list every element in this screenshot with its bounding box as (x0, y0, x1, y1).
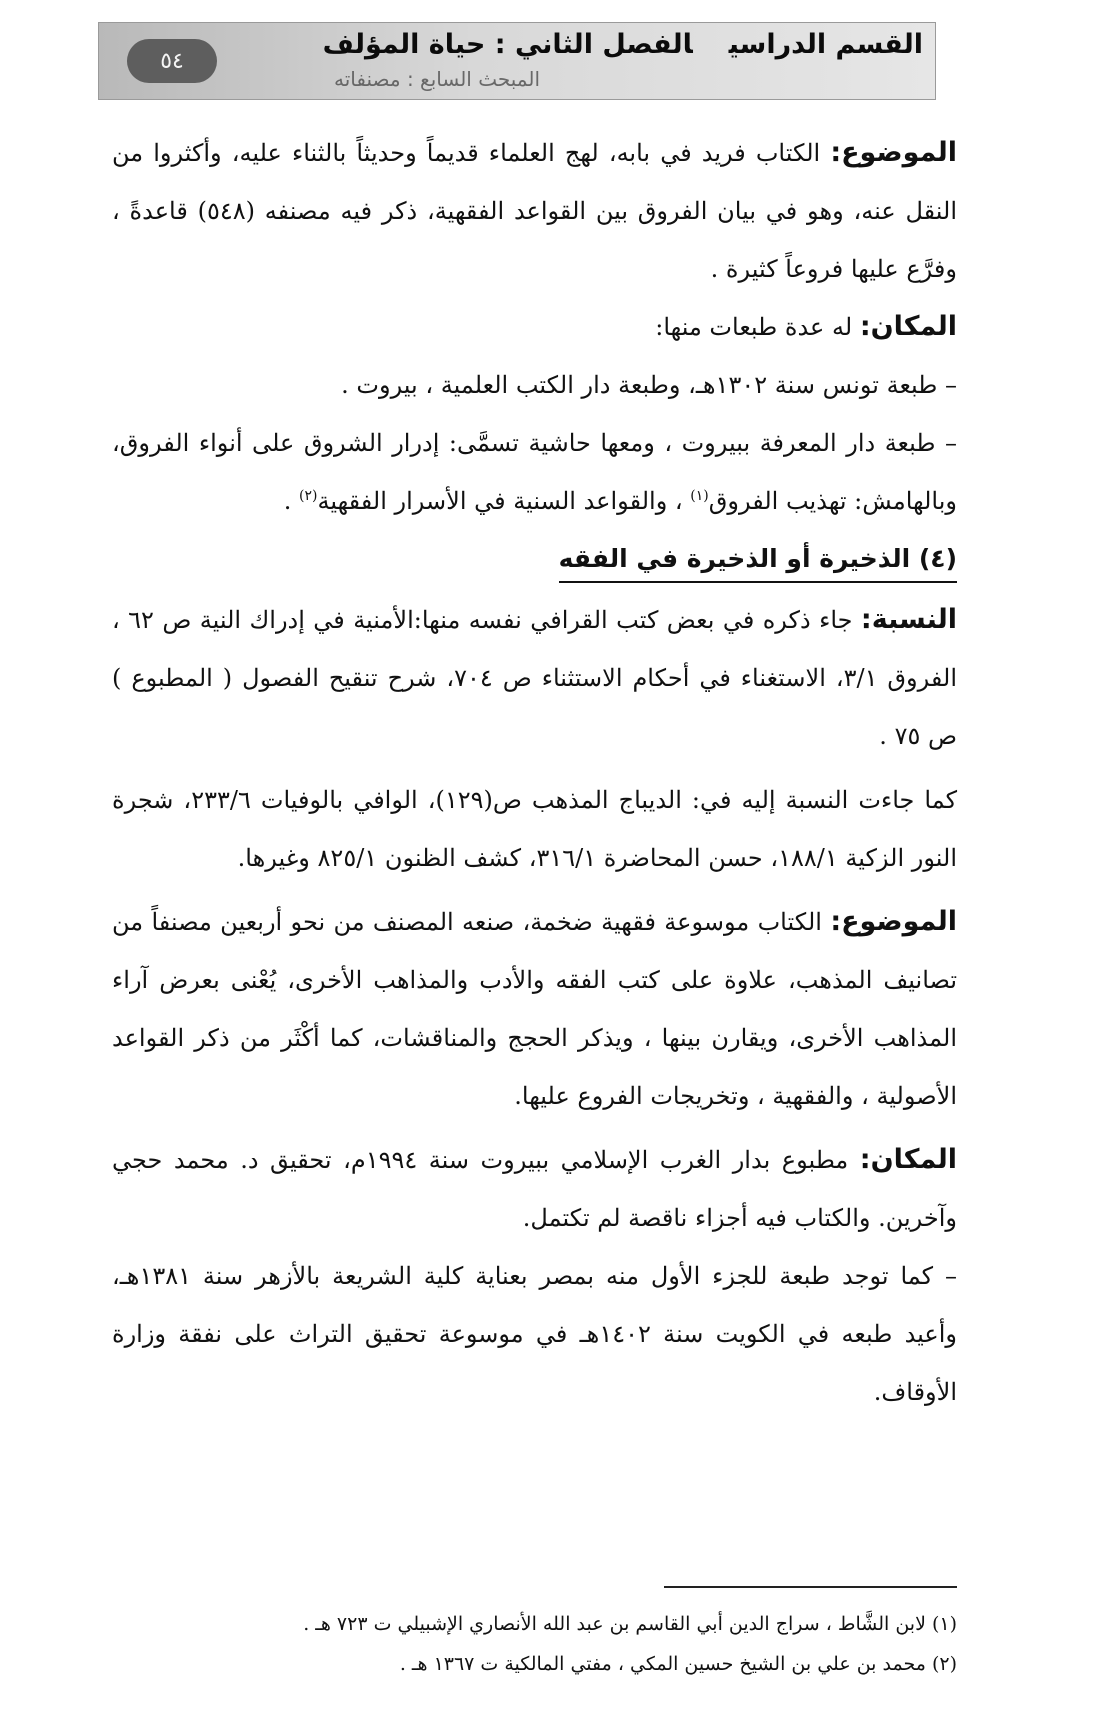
footnote-ref-2: (٢) (298, 488, 318, 504)
paragraph-attribution (112, 591, 957, 765)
label-attribution: النسبة: (860, 604, 957, 635)
paragraph-subject-2 (112, 893, 957, 1125)
label-place: المكان: (859, 311, 957, 342)
edition-item-2-text-b: ، والقواعد السنية في الأسرار الفقهية (317, 487, 691, 515)
text-subject-2: الكتاب موسوعة فقهية ضخمة، صنعه المصنف من نحو أربعين مصنفاً من تصانيف المذهب، علاوة على كتب الفقه والأدب والمذاهب الأخرى، يُعْنى بعرض آراء المذاهب الأخرى، ويقارن بينها ، ويذكر الحجج والمناقشات، كما أكْثَر من ذكر القواعد الأصولية ، والفقهية ، وتخريجات الفروع عليها. (112, 908, 957, 1110)
footnotes (112, 1604, 957, 1684)
paragraph-place-2 (112, 1131, 957, 1247)
paragraph-attribution-2: كما جاءت النسبة إليه في: الديباج المذهب ص(١٢٩)، الوافي بالوفيات ٢٣٣/٦، شجرة النور الزكية ١٨٨/١، حسن المحاضرة ٣١٦/١، كشف الظنون ٨٢٥/١ وغيرها. (112, 786, 958, 872)
text-subject-1: الكتاب فريد في بابه، لهج العلماء قديماً وحديثاً بالثناء عليه، وأكثروا من النقل عنه، وهو في بيان الفروق بين القواعد الفقهية، ذكر فيه مصنفه (٥٤٨) قاعدةً ، وفرَّع عليها فروعاً كثيرة . (112, 139, 957, 283)
label-subject: الموضوع: (830, 137, 957, 168)
page-body (112, 124, 957, 1421)
page-number: ٥٤ (127, 39, 217, 83)
header-chapter: الفصل الثاني : حياة المؤلف (322, 29, 693, 60)
edition-item-2-text-c: . (283, 487, 299, 515)
paragraph-subject-1 (112, 124, 957, 298)
edition-item-2 (112, 414, 957, 530)
paragraph-place-1 (112, 298, 957, 356)
text-place-2: مطبوع بدار الغرب الإسلامي ببيروت سنة ١٩٩٤م، تحقيق د. محمد حجي وآخرين. والكتاب فيه أجزاء ناقصة لم تكتمل. (112, 1146, 957, 1232)
label-place-2: المكان: (859, 1144, 957, 1175)
footnote-2: (٢) محمد بن علي بن الشيخ حسين المكي ، مفتي المالكية ت ١٣٦٧ هـ . (399, 1653, 957, 1675)
footnote-separator (664, 1586, 957, 1588)
header-section: القسم الدراسي (728, 29, 923, 60)
edition-item-1: – طبعة تونس سنة ١٣٠٢هـ، وطبعة دار الكتب العلمية ، بيروت . (341, 371, 957, 399)
header-subsection: المبحث السابع : مصنفاته (334, 67, 540, 91)
edition-item-3: – كما توجد طبعة للجزء الأول منه بمصر بعناية كلية الشريعة بالأزهر سنة ١٣٨١هـ، وأعيد طبعه في الكويت سنة ١٤٠٢هـ في موسوعة تحقيق التراث على نفقة وزارة الأوقاف. (112, 1262, 957, 1406)
label-subject-2: الموضوع: (830, 906, 957, 937)
page-header (98, 22, 936, 100)
header-titles (287, 29, 923, 60)
edition-item-2-text-a: – طبعة دار المعرفة ببيروت ، ومعها حاشية تسمَّى: إدرار الشروق على أنواء الفروق، وبالهامش: تهذيب الفروق (112, 429, 957, 515)
section-title: (٤) الذخيرة أو الذخيرة في الفقه (559, 539, 957, 583)
footnote-1: (١) لابن الشَّاط ، سراج الدين أبي القاسم بن عبد الله الأنصاري الإشبيلي ت ٧٢٣ هـ . (303, 1613, 957, 1635)
text-attribution: جاء ذكره في بعض كتب القرافي نفسه منها:الأمنية في إدراك النية ص ٦٢ ، الفروق ٣/١، الاستغناء في أحكام الاستثناء ص ٧٠٤، شرح تنقيح الفصول ( المطبوع ) ص ٧٥ . (112, 606, 957, 750)
text-place-1: له عدة طبعات منها: (655, 313, 860, 341)
footnote-ref-1: (١) (690, 488, 709, 504)
